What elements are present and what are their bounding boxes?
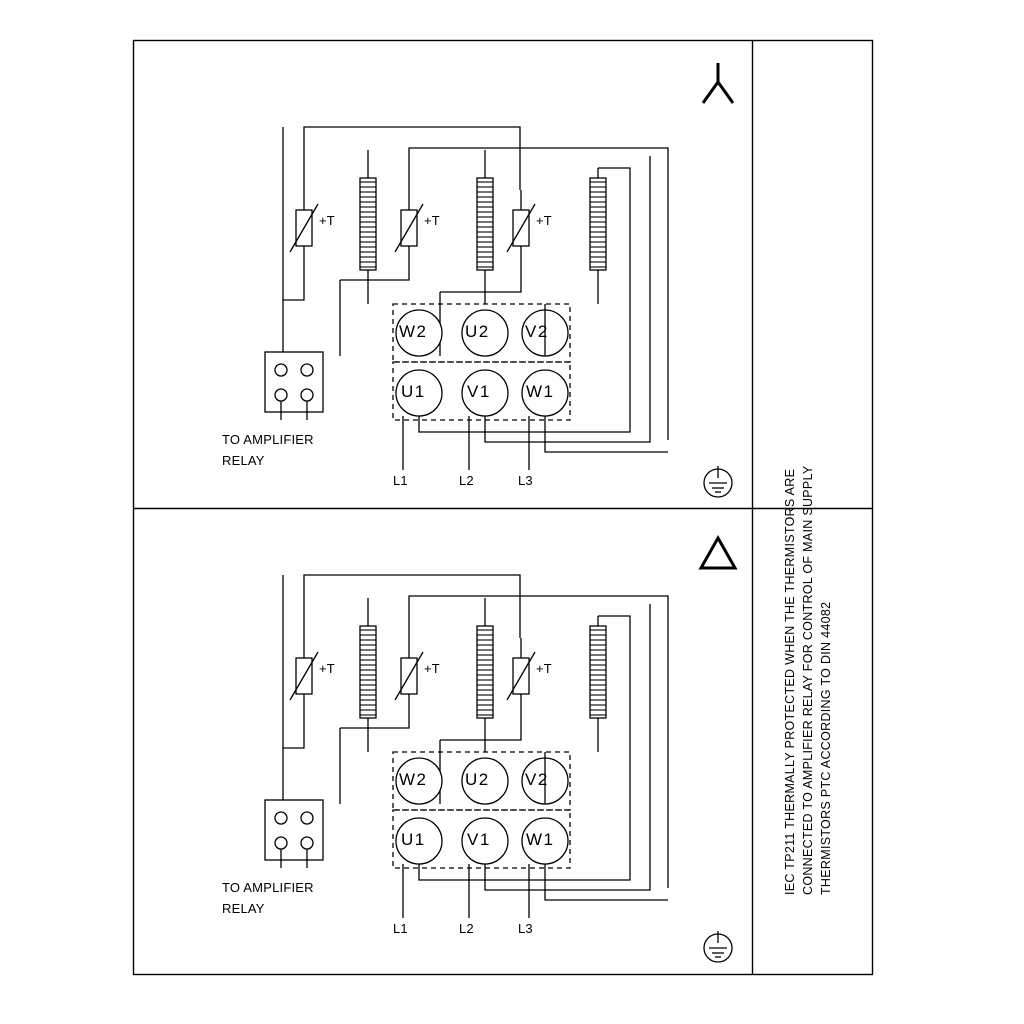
star-wye-symbol — [703, 63, 733, 103]
supply-label-l3-delta: L3 — [518, 921, 533, 936]
amplifier-terminal-block-star — [265, 352, 323, 420]
terminal-label-u2-star: U2 — [465, 322, 490, 341]
supply-label-l2-delta: L2 — [459, 921, 474, 936]
coil-star-1 — [360, 150, 376, 304]
amplifier-label-line1-star: TO AMPLIFIER — [222, 432, 314, 447]
panel-star-graphics — [265, 63, 733, 497]
earth-ground-symbol-delta — [704, 931, 732, 962]
supply-label-l1-star: L1 — [393, 473, 408, 488]
coil-delta-3 — [590, 616, 606, 752]
terminal-label-v1-star: V1 — [467, 382, 491, 401]
supply-label-l2-star: L2 — [459, 473, 474, 488]
side-note-line1: IEC TP211 THERMALLY PROTECTED WHEN THE THERMISTORS ARE — [783, 468, 797, 895]
terminal-label-u2-delta: U2 — [465, 770, 490, 789]
thermistor-label-3-delta: +T — [536, 661, 552, 676]
supply-label-l3-star: L3 — [518, 473, 533, 488]
delta-symbol — [701, 538, 735, 568]
thermistor-label-1-delta: +T — [319, 661, 335, 676]
terminal-label-u1-star: U1 — [401, 382, 426, 401]
thermistor-delta-1 — [290, 638, 318, 716]
thermistor-label-2-star: +T — [424, 213, 440, 228]
terminal-label-w2-delta: W2 — [399, 770, 428, 789]
amplifier-terminal-block-delta — [265, 800, 323, 868]
thermistor-star-3 — [507, 190, 535, 268]
thermistor-star-1 — [290, 190, 318, 268]
coil-delta-1 — [360, 598, 376, 752]
thermistor-label-3-star: +T — [536, 213, 552, 228]
side-note-line2: CONNECTED TO AMPLIFIER RELAY FOR CONTROL OF MAIN SUPPLY — [801, 465, 815, 895]
terminal-label-v2-star: V2 — [525, 322, 549, 341]
amplifier-label-line2-star: RELAY — [222, 453, 265, 468]
terminal-label-w2-star: W2 — [399, 322, 428, 341]
thermistor-star-2 — [395, 190, 423, 268]
terminal-label-u1-delta: U1 — [401, 830, 426, 849]
earth-ground-symbol-star — [704, 466, 732, 497]
terminal-label-w1-delta: W1 — [526, 830, 555, 849]
side-note-line3: THERMISTORS PTC ACCORDING TO DIN 44082 — [819, 601, 833, 895]
supply-label-l1-delta: L1 — [393, 921, 408, 936]
amplifier-label-line1-delta: TO AMPLIFIER — [222, 880, 314, 895]
thermistor-label-1-star: +T — [319, 213, 335, 228]
panel-delta-graphics — [265, 538, 735, 962]
terminal-label-v1-delta: V1 — [467, 830, 491, 849]
amplifier-label-line2-delta: RELAY — [222, 901, 265, 916]
coil-delta-2 — [477, 598, 493, 752]
terminal-label-v2-delta: V2 — [525, 770, 549, 789]
terminal-label-w1-star: W1 — [526, 382, 555, 401]
thermistor-delta-3 — [507, 638, 535, 716]
coil-star-2 — [477, 150, 493, 304]
thermistor-delta-2 — [395, 638, 423, 716]
thermistor-label-2-delta: +T — [424, 661, 440, 676]
coil-star-3 — [590, 168, 606, 304]
